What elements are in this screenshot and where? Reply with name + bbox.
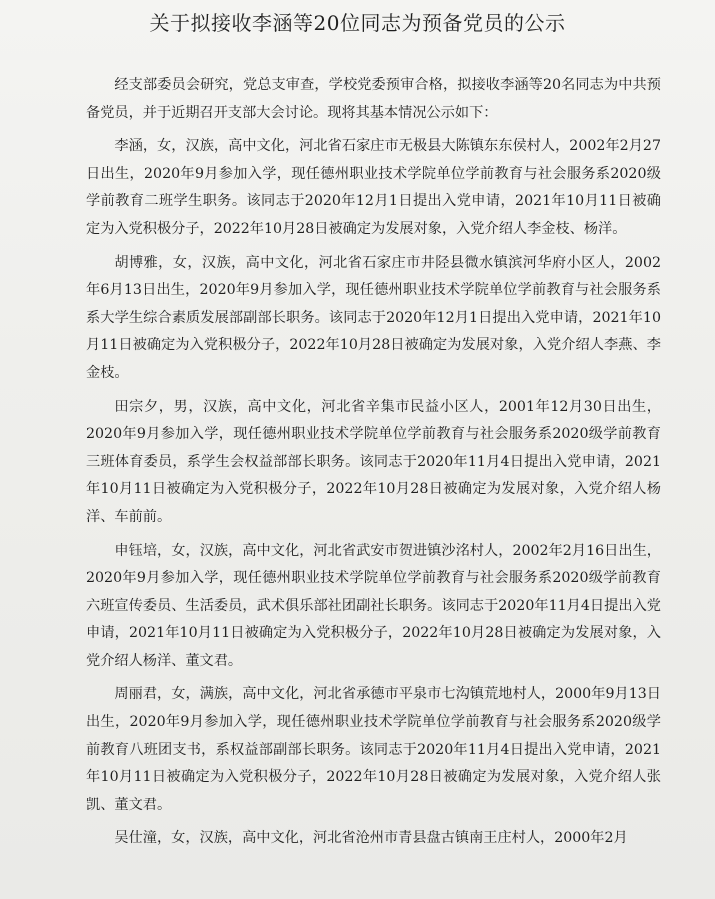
candidate-paragraph-li-han: 李涵，女，汉族，高中文化，河北省石家庄市无极县大陈镇东东侯村人，2002年2月27日出生，2020年9月参加入学，现任德州职业技术学院单位学前教育与社会服务系2020级学前教育二班学生职务。该同志于2020年12月1日提出入党申请，2021年10月11日被确定为入党积极分子，2022年10月28日被确定为发展对象，入党介绍人李金枝、杨洋。 bbox=[86, 138, 661, 237]
document-body bbox=[86, 72, 661, 853]
candidate-paragraph-wu-shitong: 吴仕潼，女，汉族，高中文化，河北省沧州市青县盘古镇南王庄村人，2000年2月 bbox=[114, 830, 628, 847]
candidate-paragraph-tian-zongxi: 田宗夕，男，汉族，高中文化，河北省辛集市民益小区人，2001年12月30日出生，2020年9月参加入学，现任德州职业技术学院单位学前教育与社会服务系2020级学前教育三班体育委员，系学生会权益部部长职务。该同志于2020年11月4日提出入党申请，2021年10月11日被确定为入党积极分子，2022年10月28日被确定为发展对象，入党介绍人杨洋、车前前。 bbox=[86, 398, 661, 525]
candidate-paragraph-zhou-lijun: 周丽君，女，满族，高中文化，河北省承德市平泉市七沟镇荒地村人，2000年9月13日出生，2020年9月参加入学，现任德州职业技术学院单位学前教育与社会服务系2020级学前教育八班团支书，系权益部副部长职务。该同志于2020年11月4日提出入党申请，2021年10月11日被确定为入党积极分子，2022年10月28日被确定为发展对象，入党介绍人张凯、董文君。 bbox=[86, 686, 661, 813]
candidate-paragraph-shen-yupei: 申钰培，女，汉族，高中文化，河北省武安市贺进镇沙洺村人，2002年2月16日出生，2020年9月参加入学，现任德州职业技术学院单位学前教育与社会服务系2020级学前教育六班宣传委员、生活委员，武术俱乐部社团副社长职务。该同志于2020年11月4日提出入党申请，2021年10月11日被确定为入党积极分子，2022年10月28日被确定为发展对象，入党介绍人杨洋、董文君。 bbox=[86, 542, 661, 669]
intro-paragraph: 经支部委员会研究，党总支审查，学校党委预审合格，拟接收李涵等20名同志为中共预备党员，并于近期召开支部大会讨论。现将其基本情况公示如下： bbox=[86, 77, 661, 121]
candidate-paragraph-hu-boya: 胡博雅，女，汉族，高中文化，河北省石家庄市井陉县微水镇滨河华府小区人，2002年6月13日出生，2020年9月参加入学，现任德州职业技术学院单位学前教育与社会服务系系大学生综合素质发展部副部长职务。该同志于2020年12月1日提出入党申请，2021年10月11日被确定为入党积极分子，2022年10月28日被确定为发展对象，入党介绍人李燕、李金枝。 bbox=[86, 254, 661, 381]
document-title: 关于拟接收李涵等20位同志为预备党员的公示 bbox=[149, 11, 566, 35]
